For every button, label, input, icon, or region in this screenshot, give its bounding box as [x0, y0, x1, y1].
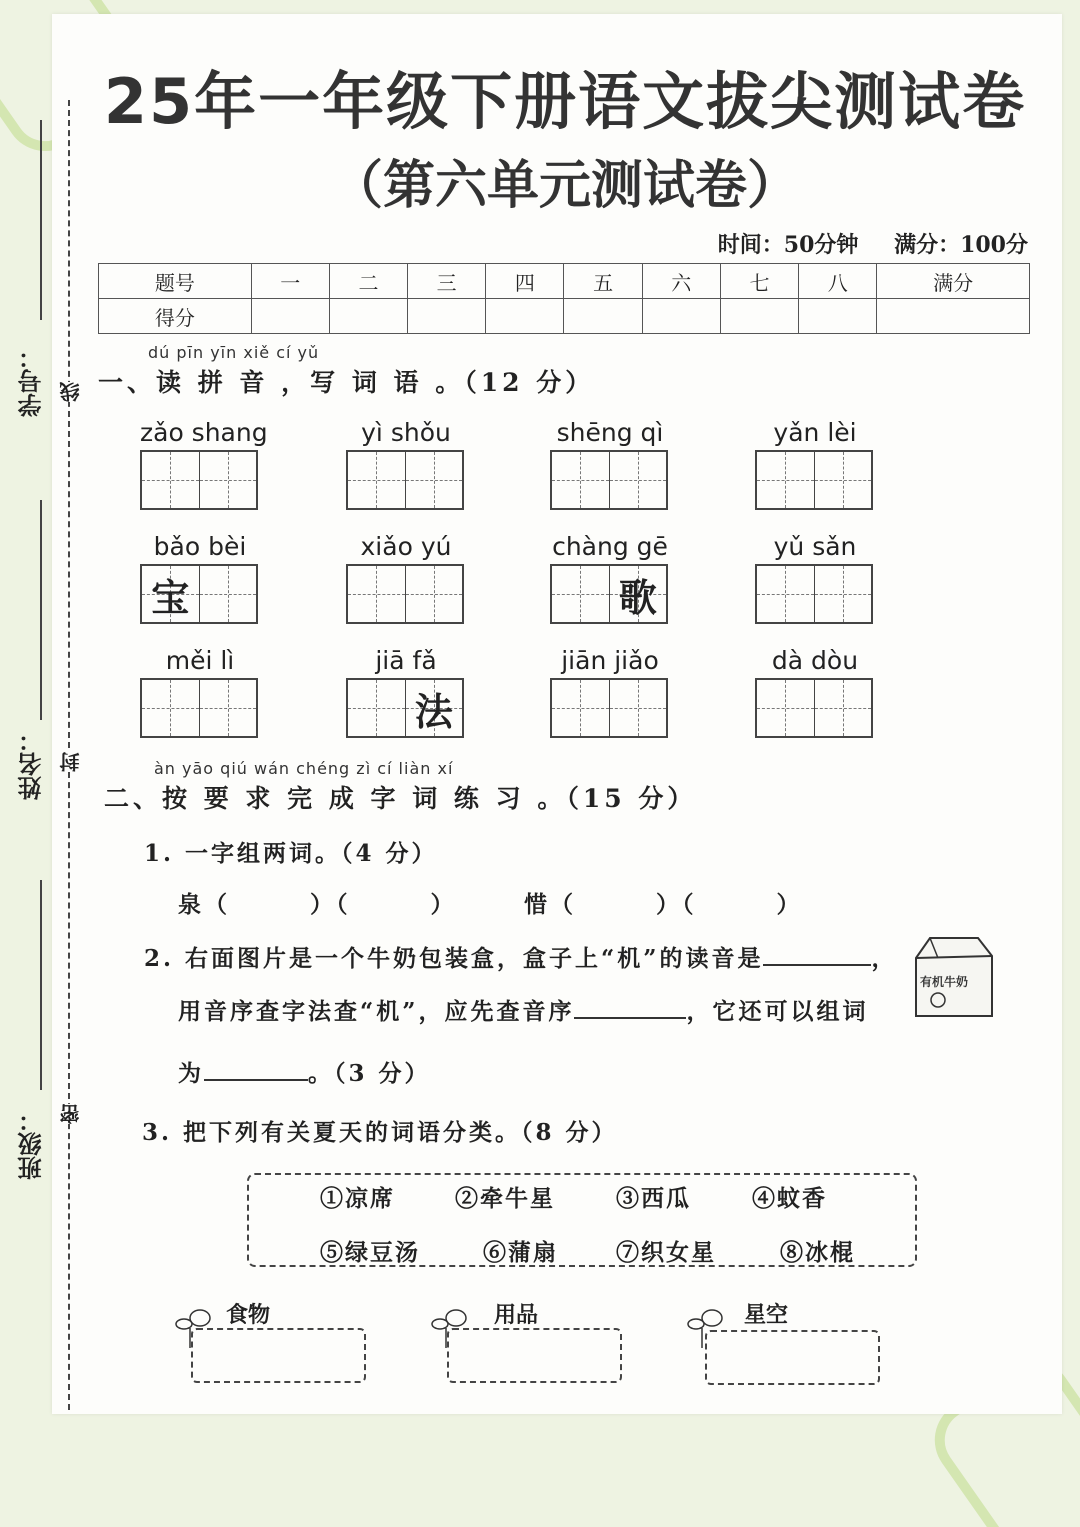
name-blank: [40, 500, 42, 720]
q2-text-1: 2. 右面图片是一个牛奶包装盒，盒子上“机”的读音是: [144, 945, 764, 972]
score-header-row: [99, 264, 1030, 299]
milk-label: 有机牛奶: [920, 975, 969, 989]
milk-carton-image: [908, 932, 998, 1024]
pinyin-text: yǔ sǎn: [773, 532, 857, 561]
section1-title: 一、读 拼 音 ，写 词 语 。（12 分）: [98, 368, 595, 397]
option-item: ②牵牛星: [455, 1185, 555, 1212]
pinyin-word-item: [755, 418, 875, 510]
writing-grid: [346, 678, 464, 738]
writing-grid: [550, 678, 668, 738]
pinyin-word-item: [140, 532, 260, 624]
question-3: 3. 把下列有关夏天的词语分类。（8 分）: [142, 1119, 618, 1146]
score-value-row: [99, 299, 1030, 334]
section2-title: 二、按 要 求 完 成 字 词 练 习 。（15 分）: [104, 784, 697, 813]
option-item: ⑧冰棍: [780, 1239, 855, 1266]
q2-blank-word[interactable]: [204, 1059, 308, 1081]
score-cell[interactable]: [564, 299, 642, 334]
section1-pinyin: dú pīn yīn xiě cí yǔ: [148, 343, 320, 362]
seal-mi-mark: 密: [56, 1104, 85, 1124]
score-header-cell: 六: [642, 264, 720, 299]
seal-line-mark: 线: [56, 382, 85, 402]
section2-pinyin: àn yāo qiú wán chéng zì cí liàn xí: [154, 759, 454, 778]
writing-cell[interactable]: [552, 566, 610, 622]
question-1: 1. 一字组两词。（4 分）: [144, 840, 438, 867]
writing-cell[interactable]: [610, 566, 667, 622]
category-stars-box[interactable]: [705, 1330, 880, 1385]
pinyin-text: yǎn lèi: [773, 418, 857, 447]
exam-meta: [690, 228, 1028, 259]
question-2-line2: [178, 993, 868, 1026]
option-item: ③西瓜: [616, 1185, 691, 1212]
score-cell[interactable]: [486, 299, 564, 334]
score-header-cell: 三: [408, 264, 486, 299]
writing-cell[interactable]: [142, 566, 200, 622]
score-cell[interactable]: [251, 299, 329, 334]
score-header-cell: 四: [486, 264, 564, 299]
pinyin-word-item: [550, 418, 670, 510]
pinyin-word-item: [755, 532, 875, 624]
writing-grid: [755, 564, 873, 624]
category-items-label: 用品: [494, 1302, 539, 1328]
writing-cell[interactable]: [406, 566, 463, 622]
category-food-label: 食物: [226, 1302, 271, 1328]
question-2-line3: [178, 1055, 431, 1088]
class-blank: [40, 880, 42, 1090]
writing-grid: [140, 564, 258, 624]
pinyin-text: chàng gē: [552, 532, 668, 561]
given-character: 宝: [151, 574, 190, 620]
writing-cell[interactable]: [406, 452, 463, 508]
writing-grid: [346, 450, 464, 510]
pinyin-word-item: [140, 646, 260, 738]
score-header-cell: 满分: [877, 264, 1030, 299]
pinyin-word-item: [550, 532, 670, 624]
class-label: 班级：: [17, 1108, 46, 1180]
q2-blank-reading[interactable]: [763, 944, 871, 966]
score-header-cell: 二: [329, 264, 407, 299]
writing-cell[interactable]: [610, 452, 667, 508]
q1-item-a: 泉（ ）（ ）: [178, 891, 457, 918]
writing-cell[interactable]: [552, 452, 610, 508]
writing-cell[interactable]: [348, 566, 406, 622]
pinyin-text: yì shǒu: [361, 418, 451, 447]
q2-text-3b: 。（3 分）: [308, 1060, 431, 1087]
time-limit: 时间：50分钟: [717, 232, 859, 258]
q1-char-a: 泉（: [178, 891, 230, 918]
writing-cell[interactable]: [757, 680, 815, 736]
score-cell[interactable]: [329, 299, 407, 334]
score-header-cell: 八: [799, 264, 877, 299]
pinyin-text: jiān jiǎo: [561, 646, 659, 675]
writing-cell[interactable]: [348, 452, 406, 508]
pinyin-text: shēng qì: [556, 418, 664, 447]
pinyin-text: měi lì: [165, 646, 235, 675]
option-item: ⑥蒲扇: [483, 1239, 558, 1266]
pinyin-word-item: [755, 646, 875, 738]
writing-cell[interactable]: [142, 452, 200, 508]
full-score: 满分：100分: [894, 232, 1028, 258]
category-stars-label: 星空: [744, 1302, 789, 1328]
writing-cell[interactable]: [552, 680, 610, 736]
page-subtitle: （第六单元测试卷）: [330, 156, 799, 216]
writing-grid: [550, 564, 668, 624]
writing-cell[interactable]: [757, 566, 815, 622]
score-header-cell: 七: [720, 264, 798, 299]
seal-feng-mark: 封: [56, 752, 85, 772]
writing-cell[interactable]: [200, 452, 257, 508]
writing-grid: [346, 564, 464, 624]
writing-cell[interactable]: [610, 680, 667, 736]
pinyin-text: dà dòu: [771, 646, 859, 675]
score-cell[interactable]: [642, 299, 720, 334]
student-id-label: 学号：: [17, 345, 46, 417]
writing-cell[interactable]: [815, 680, 872, 736]
q2-text-3: 为: [178, 1060, 204, 1087]
category-items-box[interactable]: [447, 1328, 622, 1383]
writing-cell[interactable]: [757, 452, 815, 508]
q1-item-b: 惜（ ）（ ）: [524, 891, 803, 918]
pinyin-word-item: [550, 646, 670, 738]
writing-grid: [550, 450, 668, 510]
writing-cell[interactable]: [200, 566, 257, 622]
writing-cell[interactable]: [200, 680, 257, 736]
writing-cell[interactable]: [815, 452, 872, 508]
score-row-label: 得分: [99, 299, 252, 334]
pinyin-text: zǎo shang: [140, 418, 268, 447]
writing-grid: [755, 450, 873, 510]
category-food-box[interactable]: [191, 1328, 366, 1383]
q2-blank-initial[interactable]: [574, 997, 686, 1019]
pinyin-word-item: [346, 532, 466, 624]
writing-cell[interactable]: [142, 680, 200, 736]
pinyin-text: bǎo bèi: [153, 532, 247, 561]
question-2-line1: 2. 右面图片是一个牛奶包装盒，盒子上“机”的读音是 ，: [144, 945, 898, 972]
pinyin-word-item: [140, 418, 268, 510]
score-header-cell: 一: [251, 264, 329, 299]
pinyin-text: xiǎo yú: [360, 532, 452, 561]
writing-cell[interactable]: [815, 566, 872, 622]
writing-cell[interactable]: [406, 680, 463, 736]
q1-char-b: 惜（: [524, 891, 576, 918]
option-item: ⑤绿豆汤: [320, 1239, 420, 1266]
pinyin-word-item: [346, 646, 466, 738]
score-header-cell: 题号: [99, 264, 252, 299]
pinyin-word-item: [346, 418, 466, 510]
given-character: 法: [414, 688, 453, 734]
student-id-blank: [40, 120, 42, 320]
score-header-cell: 五: [564, 264, 642, 299]
score-table: [98, 263, 1030, 334]
q2-text-2b: ，它还可以组词: [686, 998, 869, 1025]
writing-cell[interactable]: [348, 680, 406, 736]
score-cell[interactable]: [720, 299, 798, 334]
score-cell[interactable]: [877, 299, 1030, 334]
name-label: 姓名：: [17, 728, 46, 800]
q2-text-2: 用音序查字法查“机”，应先查音序: [178, 998, 575, 1025]
option-item: ⑦织女星: [616, 1239, 716, 1266]
score-cell[interactable]: [799, 299, 877, 334]
page-title: 25年一年级下册语文拔尖测试卷: [103, 65, 1027, 138]
given-character: 歌: [618, 574, 657, 620]
score-cell[interactable]: [408, 299, 486, 334]
writing-grid: [140, 678, 258, 738]
writing-grid: [140, 450, 258, 510]
option-item: ④蚊香: [752, 1185, 827, 1212]
pinyin-text: jiā fǎ: [375, 646, 437, 675]
option-item: ①凉席: [320, 1185, 395, 1212]
writing-grid: [755, 678, 873, 738]
